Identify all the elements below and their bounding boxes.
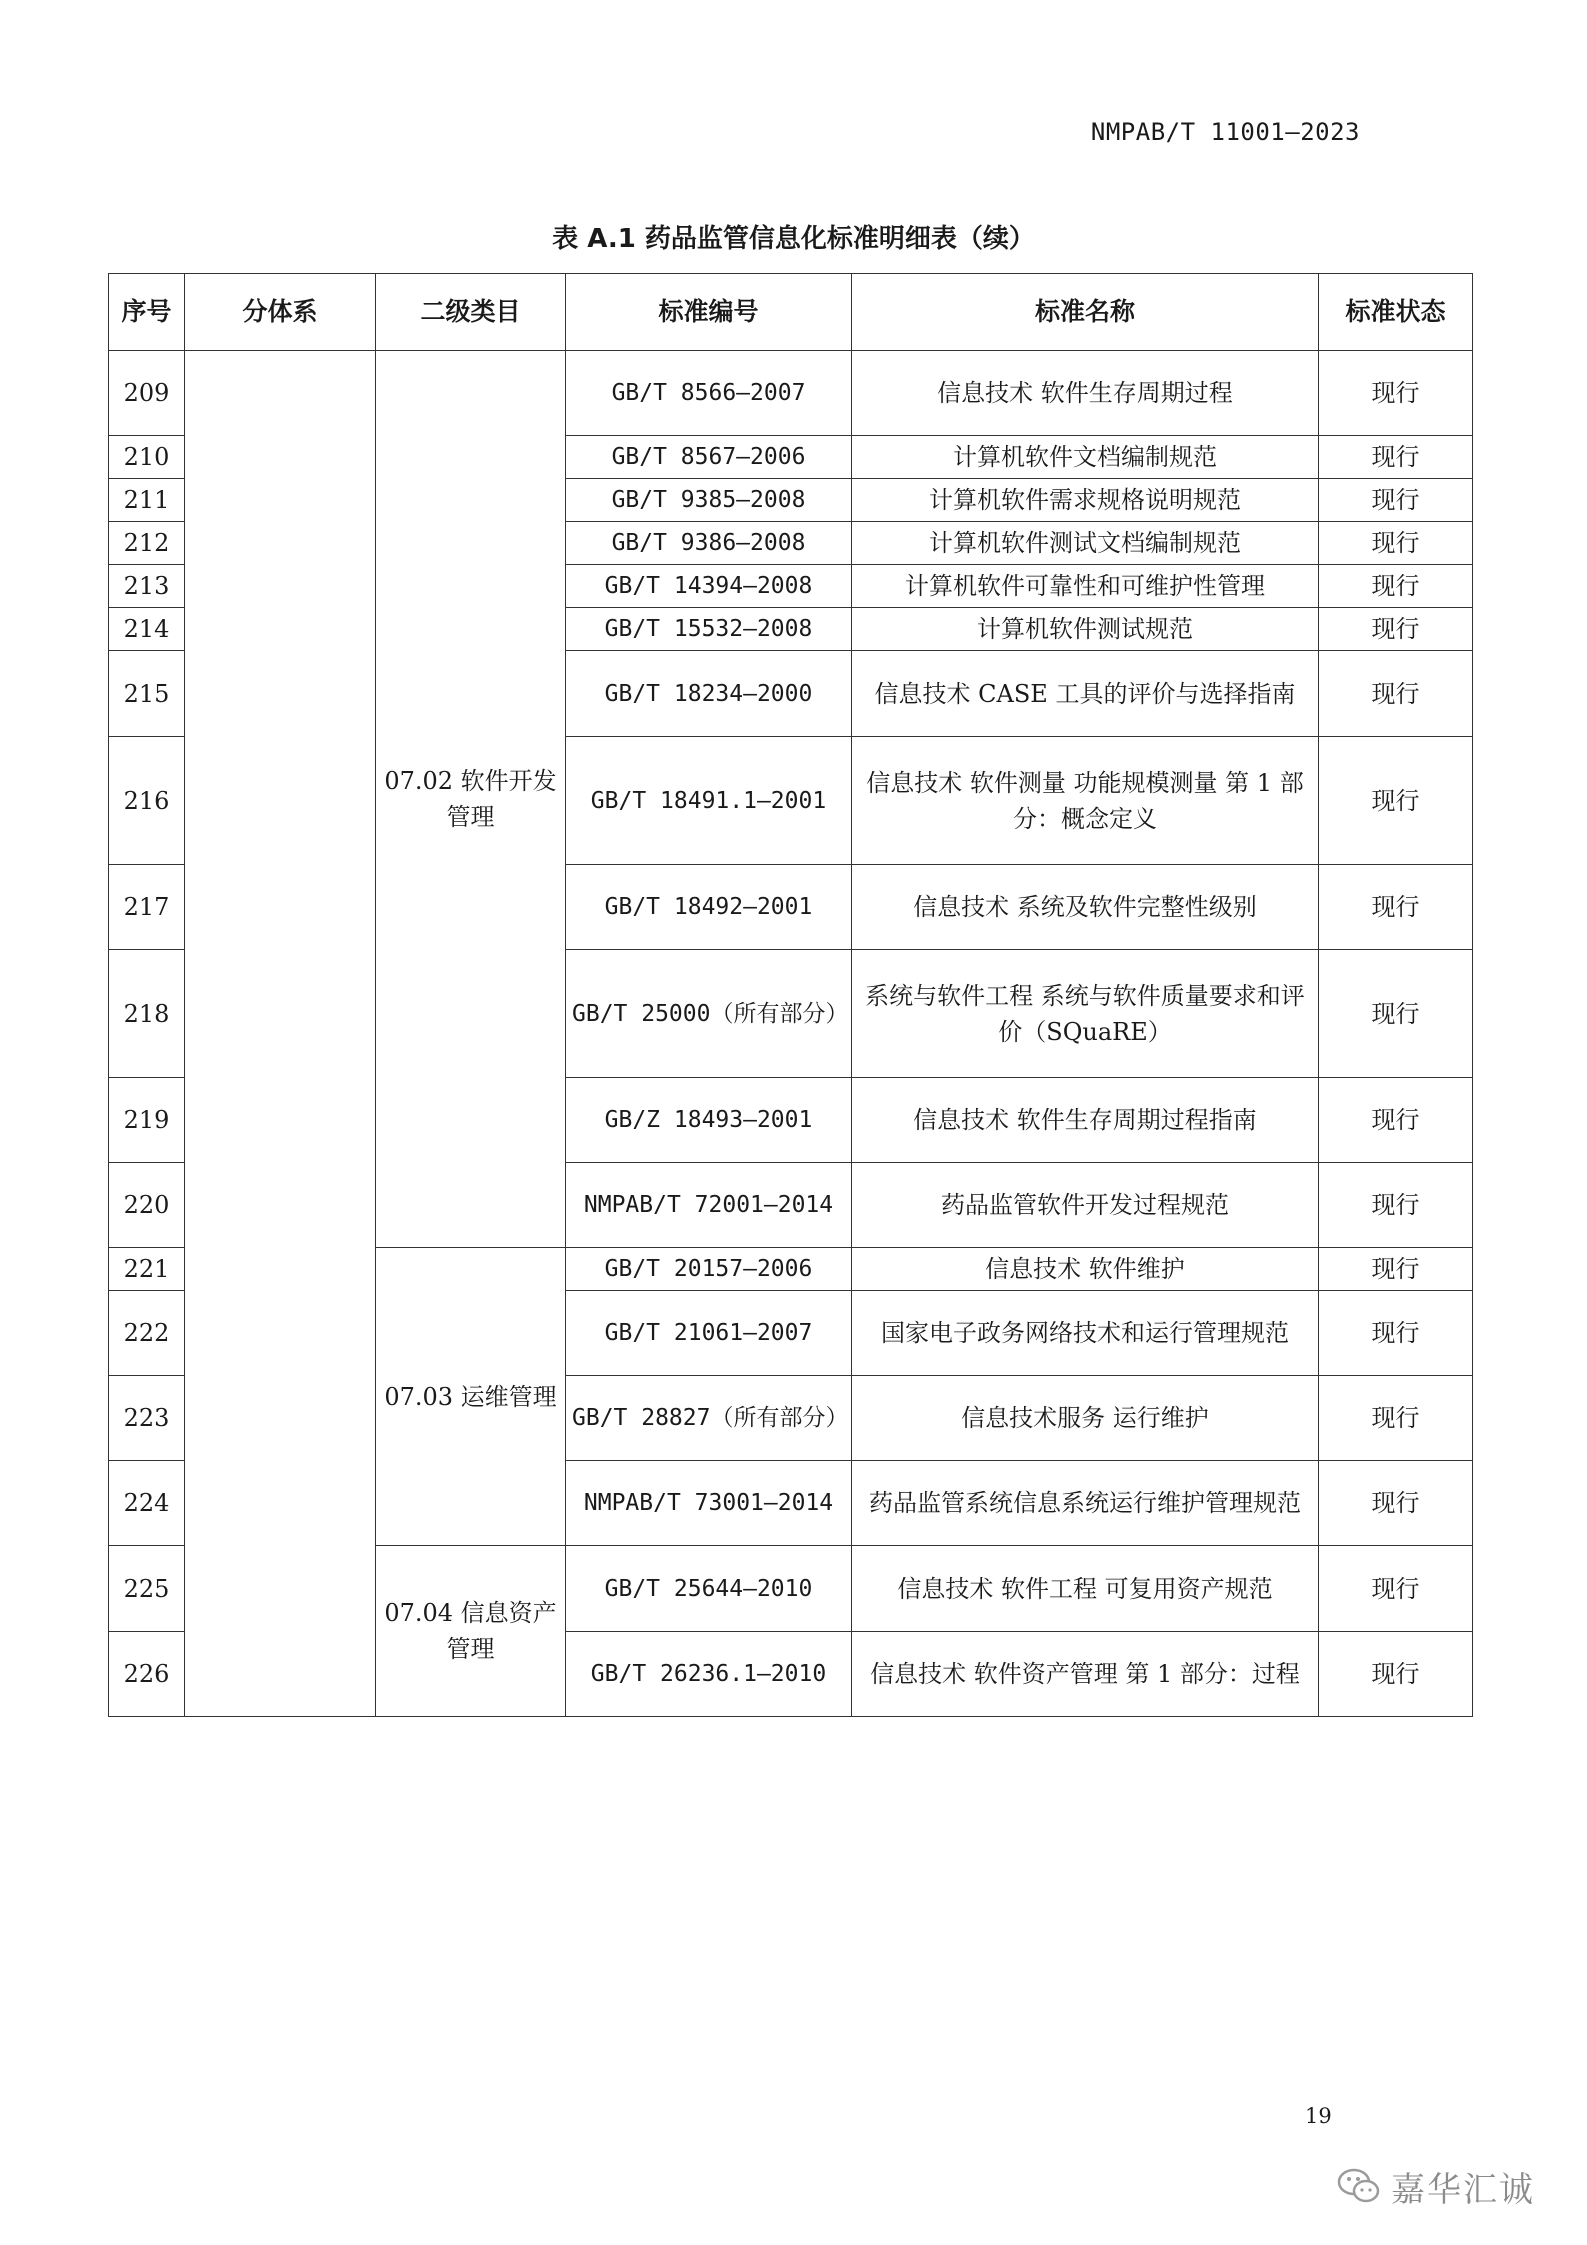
standard-status: 现行 [1319,436,1473,479]
category-cell: 07.04 信息资产管理 [376,1546,566,1717]
standard-name: 计算机软件测试文档编制规范 [852,522,1319,565]
watermark [1337,2156,1535,2216]
standard-code: NMPAB/T 72001—2014 [566,1163,852,1248]
standard-code: NMPAB/T 73001—2014 [566,1461,852,1546]
row-number: 219 [109,1078,185,1163]
standard-code: GB/T 18492—2001 [566,865,852,950]
row-number: 215 [109,651,185,737]
standard-code: GB/Z 18493—2001 [566,1078,852,1163]
row-number: 221 [109,1248,185,1291]
standard-name: 计算机软件文档编制规范 [852,436,1319,479]
standard-code: GB/T 28827（所有部分） [566,1376,852,1461]
standard-status: 现行 [1319,565,1473,608]
standard-status: 现行 [1319,479,1473,522]
standard-code: GB/T 8567—2006 [566,436,852,479]
row-number: 218 [109,950,185,1078]
standard-name: 信息技术 软件维护 [852,1248,1319,1291]
standard-code: GB/T 14394—2008 [566,565,852,608]
column-header: 标准状态 [1319,274,1473,351]
row-number: 214 [109,608,185,651]
category-cell: 07.03 运维管理 [376,1248,566,1546]
standard-code: GB/T 15532—2008 [566,608,852,651]
standard-status: 现行 [1319,1461,1473,1546]
standard-name: 计算机软件可靠性和可维护性管理 [852,565,1319,608]
table-row [109,351,1473,436]
row-number: 226 [109,1632,185,1717]
standard-name: 系统与软件工程 系统与软件质量要求和评价（SQuaRE） [852,950,1319,1078]
standard-name: 信息技术 CASE 工具的评价与选择指南 [852,651,1319,737]
row-number: 223 [109,1376,185,1461]
standard-name: 信息技术 系统及软件完整性级别 [852,865,1319,950]
standard-code: GB/T 18491.1—2001 [566,737,852,865]
column-header: 二级类目 [376,274,566,351]
standard-name: 药品监管软件开发过程规范 [852,1163,1319,1248]
standard-status: 现行 [1319,1632,1473,1717]
standard-status: 现行 [1319,865,1473,950]
standard-status: 现行 [1319,1248,1473,1291]
standard-code: GB/T 21061—2007 [566,1291,852,1376]
watermark-text: 嘉华汇诚 [1391,2169,1535,2210]
standards-table [108,273,1473,1717]
standard-name: 信息技术 软件资产管理 第 1 部分：过程 [852,1632,1319,1717]
row-number: 224 [109,1461,185,1546]
standard-status: 现行 [1319,651,1473,737]
row-number: 209 [109,351,185,436]
standard-status: 现行 [1319,608,1473,651]
standard-code: GB/T 26236.1—2010 [566,1632,852,1717]
standard-status: 现行 [1319,1163,1473,1248]
page-number: 19 [1305,2104,1332,2128]
document-code: NMPAB/T 11001—2023 [1090,118,1360,146]
standard-status: 现行 [1319,737,1473,865]
standard-name: 信息技术 软件测量 功能规模测量 第 1 部分：概念定义 [852,737,1319,865]
standard-name: 信息技术 软件生存周期过程 [852,351,1319,436]
standard-status: 现行 [1319,1078,1473,1163]
standard-code: GB/T 8566—2007 [566,351,852,436]
standard-status: 现行 [1319,351,1473,436]
standard-name: 信息技术服务 运行维护 [852,1376,1319,1461]
standard-name: 信息技术 软件工程 可复用资产规范 [852,1546,1319,1632]
standard-code: GB/T 9386—2008 [566,522,852,565]
standard-name: 国家电子政务网络技术和运行管理规范 [852,1291,1319,1376]
row-number: 213 [109,565,185,608]
wechat-icon [1337,2167,1381,2205]
column-header: 序号 [109,274,185,351]
standard-name: 计算机软件测试规范 [852,608,1319,651]
column-header: 标准名称 [852,274,1319,351]
row-number: 210 [109,436,185,479]
standard-code: GB/T 20157—2006 [566,1248,852,1291]
standard-status: 现行 [1319,1291,1473,1376]
row-number: 212 [109,522,185,565]
row-number: 222 [109,1291,185,1376]
column-header: 标准编号 [566,274,852,351]
standard-code: GB/T 25644—2010 [566,1546,852,1632]
table-header-row [109,274,1473,351]
table-title: 表 A.1 药品监管信息化标准明细表（续） [552,224,1035,254]
standard-name: 信息技术 软件生存周期过程指南 [852,1078,1319,1163]
row-number: 225 [109,1546,185,1632]
standard-status: 现行 [1319,522,1473,565]
column-header: 分体系 [185,274,376,351]
category-cell: 07.02 软件开发管理 [376,351,566,1248]
standard-status: 现行 [1319,1546,1473,1632]
row-number: 220 [109,1163,185,1248]
standard-code: GB/T 25000（所有部分） [566,950,852,1078]
standard-status: 现行 [1319,1376,1473,1461]
standard-name: 药品监管系统信息系统运行维护管理规范 [852,1461,1319,1546]
row-number: 217 [109,865,185,950]
subsystem-cell [185,351,376,1717]
row-number: 211 [109,479,185,522]
standard-code: GB/T 18234—2000 [566,651,852,737]
standard-name: 计算机软件需求规格说明规范 [852,479,1319,522]
row-number: 216 [109,737,185,865]
standard-status: 现行 [1319,950,1473,1078]
standard-code: GB/T 9385—2008 [566,479,852,522]
